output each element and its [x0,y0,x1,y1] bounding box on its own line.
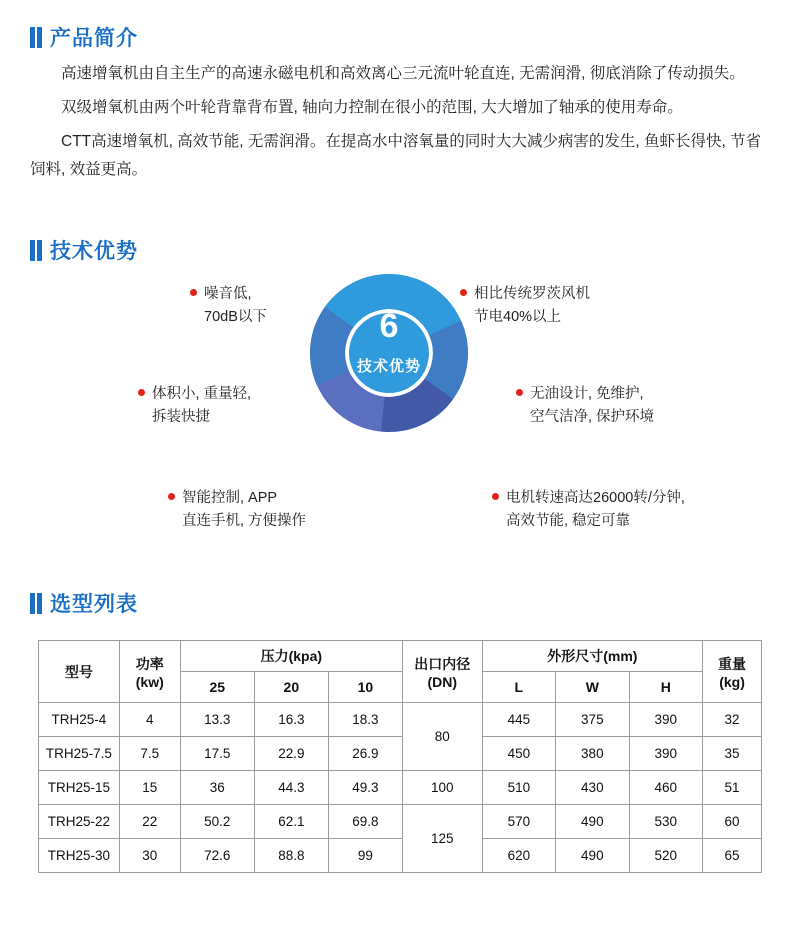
heading-bar-2 [37,240,42,261]
header-weight [703,641,762,703]
header-outlet [402,641,482,703]
cell-model: TRH25-7.5 [39,737,120,771]
advantage-line-2: 直连手机, 方便操作 [182,513,307,529]
intro-paragraphs [30,60,770,190]
cell-p20: 88.8 [254,839,328,873]
cell-p20: 44.3 [254,771,328,805]
cell-power: 15 [119,771,180,805]
cell-power: 4 [119,703,180,737]
section-heading-intro [30,22,138,52]
cell-p10: 26.9 [328,737,402,771]
header-outlet-line2: (DN) [427,673,458,690]
cell-w: 490 [556,805,629,839]
cell-weight: 35 [703,737,762,771]
intro-paragraph-1: 高速增氧机由自主生产的高速永磁电机和高效离心三元流叶轮直连, 无需润滑, 彻底消除了传动损失。 [61,65,745,82]
header-outlet-line1: 出口内径 [414,655,471,672]
cell-p25: 72.6 [180,839,254,873]
cell-model: TRH25-15 [39,771,120,805]
advantage-line-2: 节电40%以上 [474,309,562,325]
wheel-center-label: 技术优势 [356,358,421,375]
heading-bar-2 [37,27,42,48]
cell-p20: 16.3 [254,703,328,737]
cell-p10: 49.3 [328,771,402,805]
header-power-line2: (kw) [135,673,164,690]
cell-l: 510 [482,771,555,805]
cell-dn: 125 [402,805,482,873]
advantage-item-2 [516,383,654,429]
cell-dn: 80 [402,703,482,771]
header-weight-line1: 重量 [718,655,747,672]
header-power [119,641,180,703]
cell-h: 390 [629,737,702,771]
cell-model: TRH25-4 [39,703,120,737]
cell-h: 520 [629,839,702,873]
cell-weight: 32 [703,703,762,737]
cell-p25: 36 [180,771,254,805]
section-heading-advantages [30,235,138,265]
table-row [39,839,762,873]
cell-p20: 22.9 [254,737,328,771]
spec-table-body [39,703,762,873]
header-dim-l: L [482,672,555,703]
cell-p25: 50.2 [180,805,254,839]
header-pressure: 压力(kpa) [180,641,402,672]
table-header-row-1 [39,641,762,672]
advantage-line-1: 体积小, 重量轻, [152,386,252,402]
table-row [39,771,762,805]
heading-accent-bars [30,27,42,48]
bullet-dot-icon [190,289,197,296]
cell-w: 430 [556,771,629,805]
cell-l: 445 [482,703,555,737]
header-dimensions: 外形尺寸(mm) [482,641,702,672]
cell-power: 22 [119,805,180,839]
cell-l: 450 [482,737,555,771]
list-heading-text: 选型列表 [50,593,138,616]
advantage-line-2: 空气洁净, 保护环境 [530,409,655,425]
advantage-line-1: 相比传统罗茨风机 [474,286,590,302]
table-row [39,737,762,771]
intro-paragraph-2: 双级增氧机由两个叶轮背靠背布置, 轴向力控制在很小的范围, 大大增加了轴承的使用寿命。 [61,99,683,116]
advantage-line-2: 拆装快捷 [152,409,210,425]
cell-p10: 99 [328,839,402,873]
spec-table [38,640,762,873]
heading-bar-1 [30,27,35,48]
header-dim-h: H [629,672,702,703]
header-pressure-25: 25 [180,672,254,703]
spec-table-wrapper [38,640,762,873]
cell-l: 620 [482,839,555,873]
advantage-line-2: 高效节能, 稳定可靠 [506,513,631,529]
cell-weight: 51 [703,771,762,805]
cell-weight: 60 [703,805,762,839]
intro-heading-text: 产品简介 [50,27,138,50]
heading-bar-1 [30,240,35,261]
bullet-dot-icon [168,493,175,500]
cell-p10: 69.8 [328,805,402,839]
advantages-diagram [0,265,800,555]
heading-bar-2 [37,593,42,614]
header-weight-line2: (kg) [719,673,745,690]
cell-dn: 100 [402,771,482,805]
wheel-svg [309,273,469,433]
cell-w: 490 [556,839,629,873]
cell-p20: 62.1 [254,805,328,839]
spec-table-head [39,641,762,703]
cell-h: 390 [629,703,702,737]
cell-w: 375 [556,703,629,737]
cell-h: 530 [629,805,702,839]
header-pressure-10: 10 [328,672,402,703]
advantage-item-5 [138,383,251,429]
cell-power: 30 [119,839,180,873]
cell-model: TRH25-30 [39,839,120,873]
advantage-line-1: 电机转速高达26000转/分钟, [506,490,685,506]
advantage-item-6 [190,283,267,329]
cell-weight: 65 [703,839,762,873]
heading-accent-bars-advantages [30,240,42,261]
advantage-line-1: 无油设计, 免维护, [530,386,644,402]
advantage-line-1: 智能控制, APP [182,490,278,506]
table-row [39,805,762,839]
header-model: 型号 [39,641,120,703]
cell-w: 380 [556,737,629,771]
heading-accent-bars-list [30,593,42,614]
header-power-line1: 功率 [135,655,164,672]
advantage-item-3 [492,487,685,533]
cell-p25: 17.5 [180,737,254,771]
wheel-center-number: 6 [379,307,399,345]
bullet-dot-icon [516,389,523,396]
cell-power: 7.5 [119,737,180,771]
advantage-line-2: 70dB以下 [204,309,267,325]
heading-bar-1 [30,593,35,614]
cell-model: TRH25-22 [39,805,120,839]
cell-l: 570 [482,805,555,839]
cell-h: 460 [629,771,702,805]
cell-p10: 18.3 [328,703,402,737]
table-row [39,703,762,737]
advantage-line-1: 噪音低, [204,286,252,302]
bullet-dot-icon [492,493,499,500]
intro-paragraph-3: CTT高速增氧机, 高效节能, 无需润滑。在提高水中溶氧量的同时大大减少病害的发生, 鱼虾长得快, 节省饲料, 效益更高。 [30,133,762,178]
header-dim-w: W [556,672,629,703]
bullet-dot-icon [460,289,467,296]
advantage-item-4 [168,487,306,533]
section-heading-list [30,588,138,618]
bullet-dot-icon [138,389,145,396]
advantages-heading-text: 技术优势 [50,240,138,263]
header-pressure-20: 20 [254,672,328,703]
advantage-wheel-graphic [309,273,469,433]
advantage-item-1 [460,283,590,329]
cell-p25: 13.3 [180,703,254,737]
